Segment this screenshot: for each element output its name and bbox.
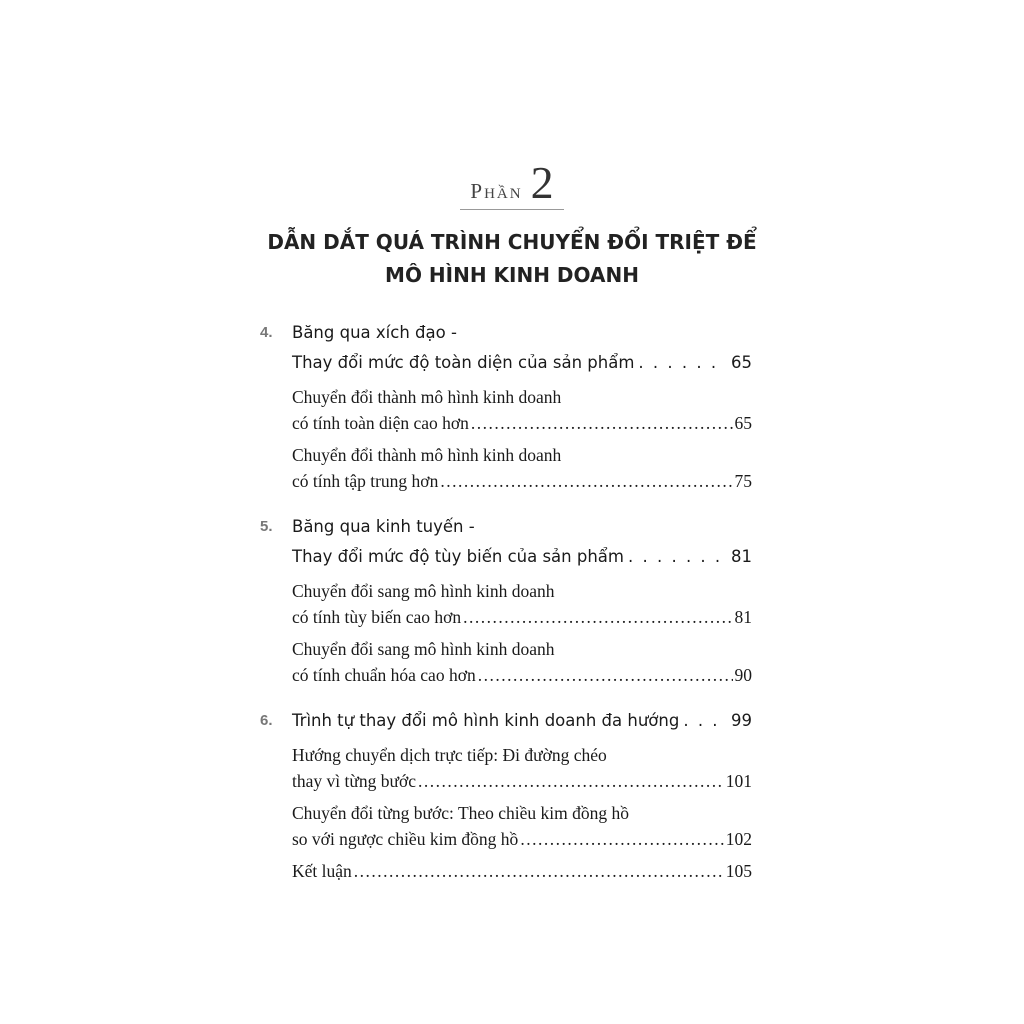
subentry-line-1: Hướng chuyển dịch trực tiếp: Đi đường chéo — [292, 745, 607, 765]
toc-entry[interactable] — [292, 348, 752, 378]
page-number: 105 — [725, 861, 752, 881]
leader-dots — [478, 662, 733, 688]
section-title-line-1: DẪN DẮT QUÁ TRÌNH CHUYỂN ĐỔI TRIỆT ĐỂ — [267, 230, 757, 254]
toc-subentry-conclusion[interactable] — [292, 858, 752, 884]
leader-dots — [440, 468, 732, 494]
toc-subentry[interactable] — [292, 442, 752, 494]
toc-subentry[interactable] — [292, 578, 752, 630]
subentry-line-2: có tính toàn diện cao hơn — [292, 413, 469, 433]
toc-chapter-5 — [260, 512, 752, 688]
subentry-line-1: Chuyển đổi thành mô hình kinh doanh — [292, 445, 562, 465]
section-title — [0, 226, 1024, 292]
toc-entry[interactable] — [292, 706, 752, 736]
part-number: 2 — [530, 157, 554, 208]
toc-chapter-6 — [260, 706, 752, 884]
table-of-contents — [260, 318, 752, 884]
subentry-line-2: Kết luận — [292, 861, 352, 881]
page-number: 90 — [734, 665, 752, 685]
chapter-number: 4. — [260, 324, 273, 341]
subentry-line-1: Chuyển đổi từng bước: Theo chiều kim đồng hồ — [292, 803, 630, 823]
leader-dots — [354, 858, 724, 884]
page-number: 81 — [731, 547, 752, 566]
page-number: 75 — [734, 471, 752, 491]
leader-dots — [683, 706, 727, 736]
leader-dots — [463, 604, 732, 630]
leader-dots — [638, 348, 727, 378]
leader-dots — [471, 410, 733, 436]
subentry-line-2: thay vì từng bước — [292, 771, 416, 791]
subentry-line-2: có tính tùy biến cao hơn — [292, 607, 462, 627]
chapter-title-line-1: Băng qua xích đạo - — [292, 323, 457, 342]
subentry-line-1: Chuyển đổi sang mô hình kinh doanh — [292, 581, 555, 601]
toc-entry[interactable] — [292, 542, 752, 572]
toc-subentry[interactable] — [292, 384, 752, 436]
chapter-title-line-1: Băng qua kinh tuyến - — [292, 517, 475, 536]
chapter-number: 6. — [260, 712, 273, 729]
part-label: Phần — [470, 179, 523, 203]
toc-chapter-4 — [260, 318, 752, 494]
page-number: 99 — [731, 711, 752, 730]
subentry-line-2: có tính tập trung hơn — [292, 471, 439, 491]
page-number: 81 — [734, 607, 752, 627]
page-number: 101 — [725, 771, 752, 791]
chapter-title-line-2: Thay đổi mức độ tùy biến của sản phẩm — [292, 547, 624, 566]
part-heading-underline — [460, 157, 563, 210]
subentry-line-2: có tính chuẩn hóa cao hơn — [292, 665, 476, 685]
subentry-line-2: so với ngược chiều kim đồng hồ — [292, 829, 519, 849]
subentry-line-1: Chuyển đổi thành mô hình kinh doanh — [292, 387, 562, 407]
part-heading — [0, 157, 1024, 210]
toc-subentry[interactable] — [292, 800, 752, 852]
subentry-line-1: Chuyển đổi sang mô hình kinh doanh — [292, 639, 555, 659]
chapter-number: 5. — [260, 518, 273, 535]
leader-dots — [418, 768, 724, 794]
leader-dots — [628, 542, 727, 572]
toc-subentry[interactable] — [292, 742, 752, 794]
toc-subentry[interactable] — [292, 636, 752, 688]
page-number: 65 — [731, 353, 752, 372]
chapter-title-line-2: Thay đổi mức độ toàn diện của sản phẩm — [292, 353, 635, 372]
page-number: 102 — [725, 829, 752, 849]
section-title-line-2: MÔ HÌNH KINH DOANH — [385, 263, 639, 287]
leader-dots — [520, 826, 723, 852]
page-number: 65 — [734, 413, 752, 433]
chapter-title-line-1: Trình tự thay đổi mô hình kinh doanh đa hướng — [292, 711, 680, 730]
